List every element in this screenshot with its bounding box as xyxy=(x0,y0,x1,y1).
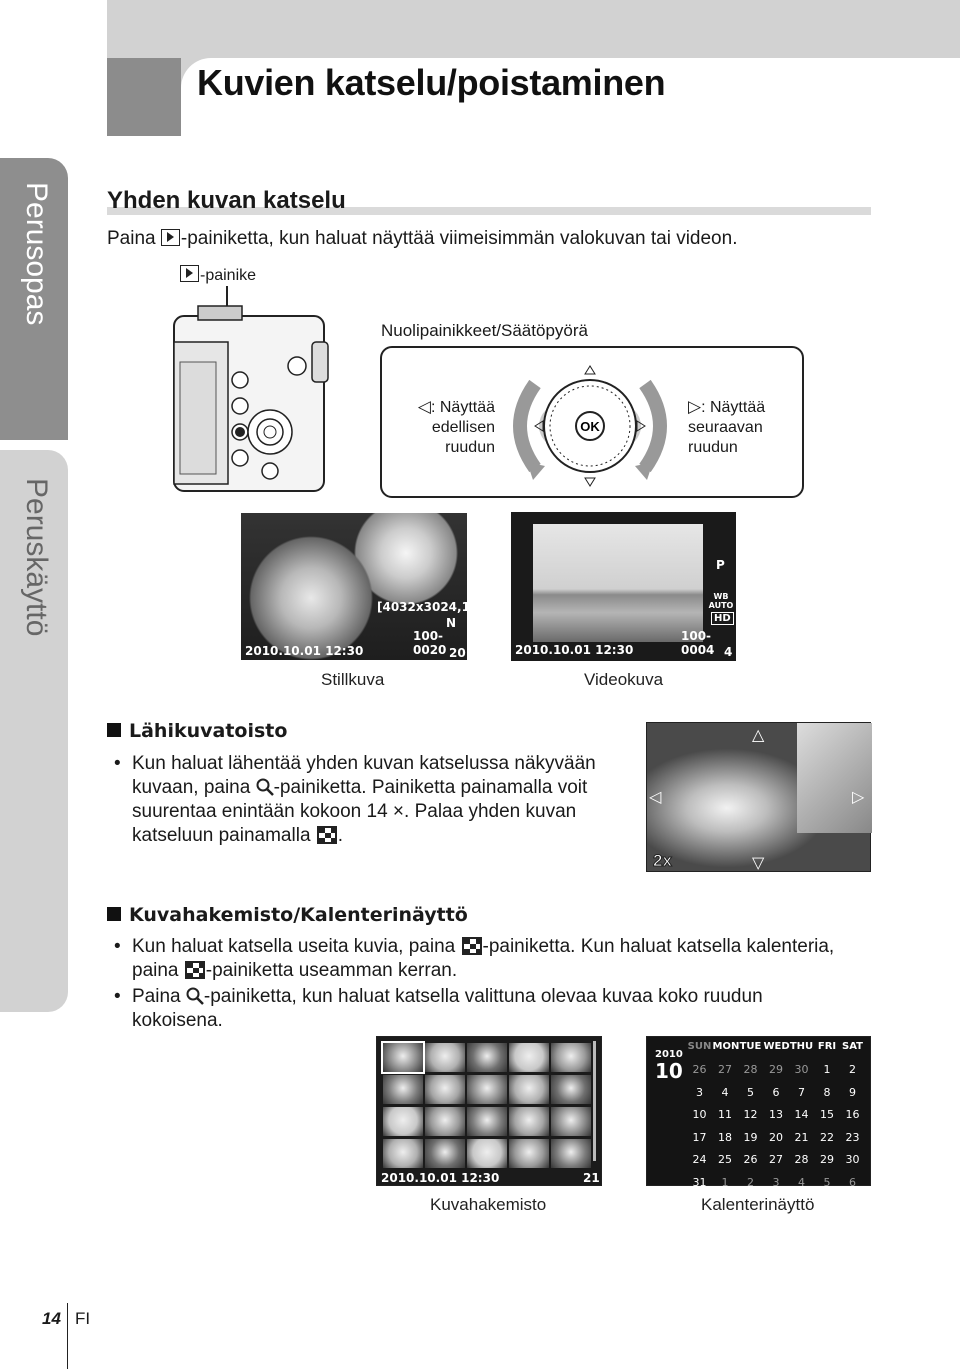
bullet-dot: • xyxy=(114,753,121,774)
video-file-number: 100-0004 xyxy=(681,629,715,657)
bullet-dot: • xyxy=(114,986,121,1007)
section-title-index-calendar: Kuvahakemisto/Kalenterinäyttö xyxy=(107,904,468,926)
calendar-weekday: SAT xyxy=(842,1041,863,1052)
index-thumbnail[interactable] xyxy=(509,1075,549,1104)
side-tab-secondary-label: Peruskäyttö xyxy=(20,478,53,637)
svg-text:OK: OK xyxy=(580,419,600,434)
calendar-day[interactable]: 17 xyxy=(692,1130,707,1144)
square-bullet-icon xyxy=(107,907,121,921)
calendar-day[interactable]: 15 xyxy=(820,1108,834,1121)
calendar-day[interactable]: 26 xyxy=(743,1153,758,1166)
calendar-weekday: WED xyxy=(763,1041,790,1052)
still-caption: Stillkuva xyxy=(321,670,385,689)
calendar-day[interactable]: 2 xyxy=(747,1175,754,1189)
calendar-day[interactable]: 30 xyxy=(794,1063,809,1076)
calendar-day[interactable]: 29 xyxy=(769,1063,783,1076)
arrow-pad-label: Nuolipainikkeet/Säätöpyörä xyxy=(381,321,588,340)
index-grid-icon xyxy=(317,826,337,844)
index-thumbnail[interactable] xyxy=(425,1107,465,1136)
video-mode: P xyxy=(716,558,725,572)
index-caption: Kuvahakemisto xyxy=(430,1195,547,1214)
calendar-day[interactable]: 13 xyxy=(769,1108,783,1121)
calendar-day[interactable]: 20 xyxy=(769,1130,783,1144)
calendar-day[interactable]: 4 xyxy=(798,1175,805,1189)
play-button-callout xyxy=(180,265,256,285)
still-quality: N xyxy=(446,616,457,630)
calendar-weekday: THU xyxy=(789,1041,814,1052)
calendar-day[interactable]: 27 xyxy=(718,1063,732,1076)
play-icon xyxy=(161,229,180,246)
video-datetime: 2010.10.01 12:30 xyxy=(515,643,634,657)
calendar-day[interactable]: 9 xyxy=(849,1085,856,1099)
still-file-number: 100-0020 xyxy=(413,629,447,657)
calendar-day[interactable]: 6 xyxy=(772,1085,780,1099)
index-thumbnail[interactable] xyxy=(551,1075,591,1104)
calendar-month: 10 xyxy=(655,1059,683,1083)
video-photo xyxy=(511,512,736,661)
index-thumbnail[interactable] xyxy=(383,1075,423,1104)
index-thumbnail[interactable] xyxy=(551,1107,591,1136)
magnify-icon xyxy=(256,778,274,796)
section-title-single-view: Yhden kuvan katselu xyxy=(107,187,346,214)
index-text-2: • Paina -painiketta, kun haluat katsella valittuna olevaa kuvaa koko ruudun kokoisena. xyxy=(114,986,763,1031)
calendar-weekday: FRI xyxy=(817,1041,837,1052)
calendar-screen xyxy=(646,1036,871,1189)
index-thumbnail[interactable] xyxy=(551,1043,591,1072)
right-triangle-icon: ▷ xyxy=(688,397,702,416)
calendar-year: 2010 xyxy=(655,1049,683,1060)
calendar-day[interactable]: 27 xyxy=(769,1153,783,1166)
index-thumbnail[interactable] xyxy=(467,1107,507,1136)
camera-back-illustration xyxy=(170,306,335,496)
index-thumbnail[interactable] xyxy=(467,1043,507,1072)
index-grid-icon xyxy=(462,937,482,955)
magnify-icon xyxy=(186,987,204,1005)
video-count: 4 xyxy=(724,645,733,659)
bullet-dot: • xyxy=(114,936,121,957)
closeup-left-arrow-icon: ◁ xyxy=(649,789,662,806)
calendar-day[interactable]: 22 xyxy=(820,1130,834,1144)
page-title: Kuvien katselu/poistaminen xyxy=(197,62,666,103)
play-icon xyxy=(180,265,199,282)
intro-before: Paina xyxy=(107,228,156,249)
index-thumbnail[interactable] xyxy=(425,1139,465,1168)
footer-language: FI xyxy=(75,1309,91,1328)
right-action-text: ▷: Näyttää seuraavan ruudun xyxy=(688,397,766,456)
calendar-day[interactable]: 5 xyxy=(823,1175,831,1189)
calendar-weekday: MON xyxy=(712,1041,740,1052)
calendar-day[interactable]: 8 xyxy=(823,1085,831,1099)
still-photo xyxy=(241,513,489,660)
index-view-screen xyxy=(376,1036,602,1186)
calendar-day[interactable]: 10 xyxy=(692,1108,707,1121)
calendar-caption: Kalenterinäyttö xyxy=(701,1195,815,1214)
calendar-day[interactable]: 30 xyxy=(845,1153,860,1166)
calendar-day[interactable]: 25 xyxy=(718,1153,732,1166)
video-hd: HD xyxy=(711,612,734,625)
index-thumbnail[interactable] xyxy=(551,1139,591,1168)
calendar-day[interactable]: 2 xyxy=(849,1063,856,1076)
calendar-day[interactable]: 21 xyxy=(794,1130,809,1144)
calendar-day[interactable]: 7 xyxy=(798,1085,805,1099)
closeup-bg-flower xyxy=(797,723,872,833)
index-thumbnail[interactable] xyxy=(425,1075,465,1104)
control-dial-illustration xyxy=(505,362,675,490)
footer-divider xyxy=(67,1303,68,1369)
closeup-up-arrow-icon: △ xyxy=(752,727,765,744)
index-thumbnail[interactable] xyxy=(383,1043,423,1072)
calendar-day[interactable]: 23 xyxy=(845,1130,860,1144)
calendar-day[interactable]: 1 xyxy=(721,1175,729,1189)
index-thumbnail[interactable] xyxy=(425,1043,465,1072)
calendar-day[interactable]: 29 xyxy=(820,1153,834,1166)
square-bullet-icon xyxy=(107,723,121,737)
calendar-day[interactable]: 4 xyxy=(721,1085,729,1099)
calendar-day[interactable]: 24 xyxy=(692,1153,707,1166)
calendar-day[interactable]: 28 xyxy=(794,1153,809,1166)
calendar-day[interactable]: 18 xyxy=(718,1130,732,1144)
video-frame xyxy=(533,524,703,642)
zoom-level: 2x xyxy=(653,851,672,870)
calendar-day[interactable]: 6 xyxy=(849,1175,856,1189)
closeup-text: • Kun haluat lähentää yhden kuvan katselussa näkyvään kuvaan, paina -painiketta. Painiketta painamalla voit suurentaa enintään kokoon 14 ×. Palaa yhden kuvan katseluun painamalla . xyxy=(114,753,596,846)
left-triangle-icon: ◁ xyxy=(417,397,431,416)
play-button-label: -painike xyxy=(200,267,257,284)
calendar-day[interactable]: 14 xyxy=(794,1108,809,1121)
still-resolution: [4032x3024,1/8] xyxy=(377,600,489,614)
calendar-day[interactable]: 3 xyxy=(772,1175,780,1189)
calendar-day[interactable]: 1 xyxy=(823,1063,831,1076)
side-tab-primary-label: Perusopas xyxy=(20,182,53,326)
index-scrollbar xyxy=(593,1041,596,1161)
index-thumbnail[interactable] xyxy=(467,1139,507,1168)
closeup-right-arrow-icon: ▷ xyxy=(852,789,865,806)
header-tab xyxy=(107,58,181,136)
calendar-day[interactable]: 26 xyxy=(692,1063,707,1076)
calendar-day[interactable]: 31 xyxy=(692,1175,707,1189)
still-datetime: 2010.10.01 12:30 xyxy=(245,644,364,658)
index-thumbnail[interactable] xyxy=(383,1139,423,1168)
calendar-day[interactable]: 12 xyxy=(743,1108,758,1121)
left-action-text: ◁: Näyttää edellisen ruudun xyxy=(417,397,495,456)
calendar-day[interactable]: 16 xyxy=(845,1108,860,1121)
calendar-weekday: TUE xyxy=(739,1041,762,1052)
index-thumbnail[interactable] xyxy=(509,1043,549,1072)
calendar-day[interactable]: 3 xyxy=(696,1085,703,1099)
index-thumbnail[interactable] xyxy=(509,1107,549,1136)
video-caption: Videokuva xyxy=(584,670,664,689)
calendar-day[interactable]: 19 xyxy=(743,1130,758,1144)
index-datetime: 2010.10.01 12:30 xyxy=(381,1171,500,1185)
calendar-weekday: SUN xyxy=(687,1041,712,1052)
index-thumbnail[interactable] xyxy=(467,1075,507,1104)
still-count: 20 xyxy=(449,646,466,660)
closeup-photo xyxy=(646,722,871,872)
section-title-closeup: Lähikuvatoisto xyxy=(107,720,287,742)
index-thumbnail[interactable] xyxy=(509,1139,549,1168)
index-grid-icon xyxy=(185,961,205,979)
index-count: 21 xyxy=(583,1171,600,1185)
intro-after: -painiketta, kun haluat näyttää viimeisimmän valokuvan tai videon. xyxy=(180,228,738,249)
index-thumbnail[interactable] xyxy=(383,1107,423,1136)
page-number: 14 xyxy=(42,1309,61,1328)
closeup-down-arrow-icon: ▽ xyxy=(752,855,765,872)
section-intro xyxy=(107,227,737,251)
calendar-day[interactable]: 5 xyxy=(747,1085,754,1099)
calendar-day[interactable]: 11 xyxy=(718,1108,732,1121)
calendar-day[interactable]: 28 xyxy=(743,1063,758,1076)
index-text-1: • Kun haluat katsella useita kuvia, paina -painiketta. Kun haluat katsella kalenteria, paina -painiketta useamman kerran. xyxy=(114,936,835,981)
video-wb: WB AUTO xyxy=(708,592,734,610)
